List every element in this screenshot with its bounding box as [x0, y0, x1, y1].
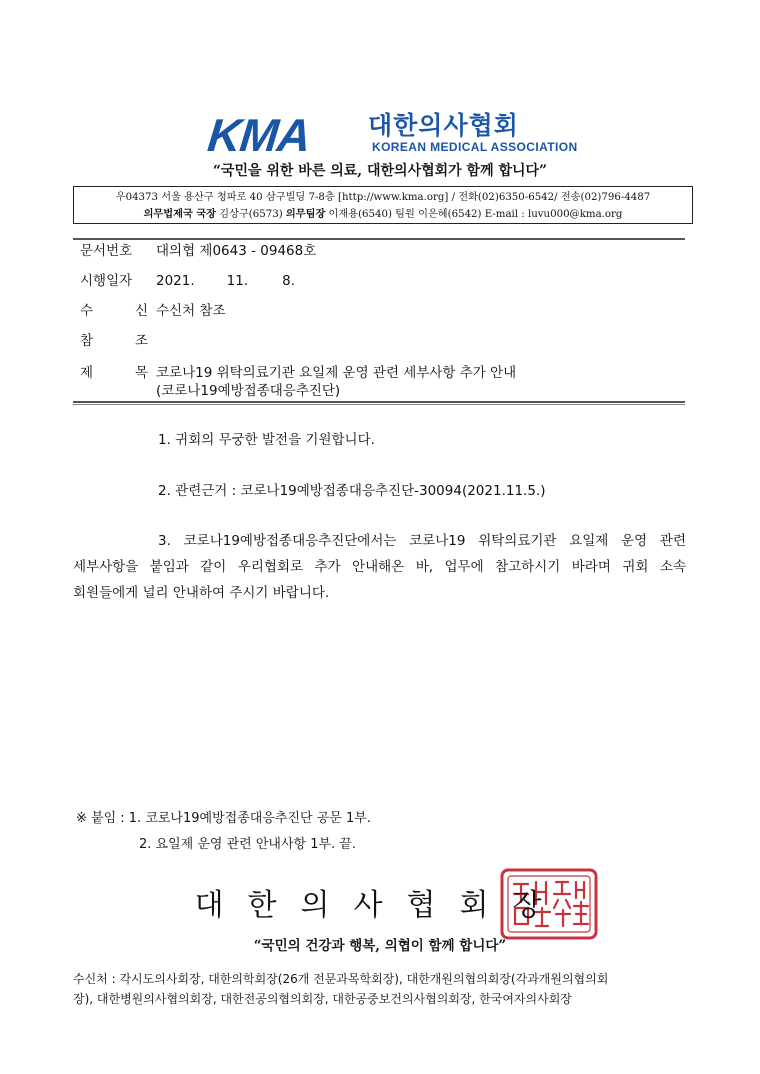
subject-row [80, 364, 516, 382]
ref-label: 참 조 [80, 333, 148, 349]
paragraph-3-line-1: 3. 코로나19예방접종대응추진단에서는 코로나19 위탁의료기관 요일제 운영 관련 [158, 533, 686, 549]
doc-number-value: 대의협 제0643 - 09468호 [156, 243, 317, 259]
org-name-korean: 대한의사협회 [368, 111, 519, 140]
date-day: 8. [282, 273, 296, 289]
org-name-english: KOREAN MEDICAL ASSOCIATION [372, 140, 578, 154]
attachment-line-1: ※ 붙임 : 1. 코로나19예방접종대응추진단 공문 1부. [76, 811, 371, 826]
top-rule [73, 238, 685, 240]
footer-slogan: “국민의 건강과 행복, 의협이 함께 합니다” [253, 938, 507, 954]
signer-name: 대한의사협회장 [194, 888, 566, 923]
contact-line [74, 206, 692, 223]
to-value: 수신처 참조 [156, 303, 226, 319]
date-row [80, 272, 295, 290]
subject-label: 제 목 [80, 365, 148, 381]
recipients-line-2: 장), 대한병원의사협의회장, 대한전공의협의회장, 대한공중보건의사협의회장, 한국여자의사회장 [73, 992, 572, 1006]
to-label: 수 신 [80, 303, 148, 319]
paragraph-1: 1. 귀회의 무궁한 발전을 기원합니다. [158, 432, 375, 448]
ref-row [80, 332, 156, 350]
header-slogan: “국민을 위한 바른 의료, 대한의사협회가 함께 합니다” [212, 163, 548, 179]
address-box [73, 186, 693, 224]
doc-number-row [80, 242, 316, 260]
contact-dept-name: 김상구(6573) [219, 209, 283, 220]
meta-bottom-rule-thick [73, 401, 685, 403]
paragraph-3-line-2: 세부사항을 붙임과 같이 우리협회로 추가 안내해온 바, 업무에 참고하시기 바라며 귀회 소속 [73, 559, 686, 575]
date-year: 2021. [156, 273, 195, 289]
date-label: 시행일자 [80, 273, 133, 289]
subject-line-1: 코로나19 위탁의료기관 요일제 운영 관련 세부사항 추가 안내 [156, 365, 517, 381]
kma-logo: KMA [205, 109, 313, 161]
meta-bottom-rule [73, 404, 685, 405]
recipients-line-1: 수신처 : 각시도의사회장, 대한의학회장(26개 전문과목학회장), 대한개원의협의회장(각과개원의협의회 [73, 972, 609, 986]
attachment-line-2: 2. 요일제 운영 관련 안내사항 1부. 끝. [139, 837, 356, 852]
doc-number-label: 문서번호 [80, 243, 133, 259]
subject-line-2: (코로나19예방접종대응추진단) [156, 383, 341, 399]
contact-team-label: 의무팀장 [285, 208, 326, 220]
contact-team-rest: 이재용(6540) 팀원 이은혜(6542) E-mail : luvu000@kma.org [328, 209, 623, 220]
address-line: 우04373 서울 용산구 청파로 40 삼구빌딩 7-8층 [http://www.kma.org] / 전화(02)6350-6542/ 전송(02)796-4487 [115, 192, 651, 203]
date-month: 11. [226, 273, 249, 289]
paragraph-3-line-3: 회원들에게 널리 안내하여 주시기 바랍니다. [73, 585, 330, 601]
contact-dept-label: 의무법제국 국장 [143, 208, 217, 220]
to-row [80, 302, 226, 320]
paragraph-2: 2. 관련근거 : 코로나19예방접종대응추진단-30094(2021.11.5.) [158, 483, 546, 499]
